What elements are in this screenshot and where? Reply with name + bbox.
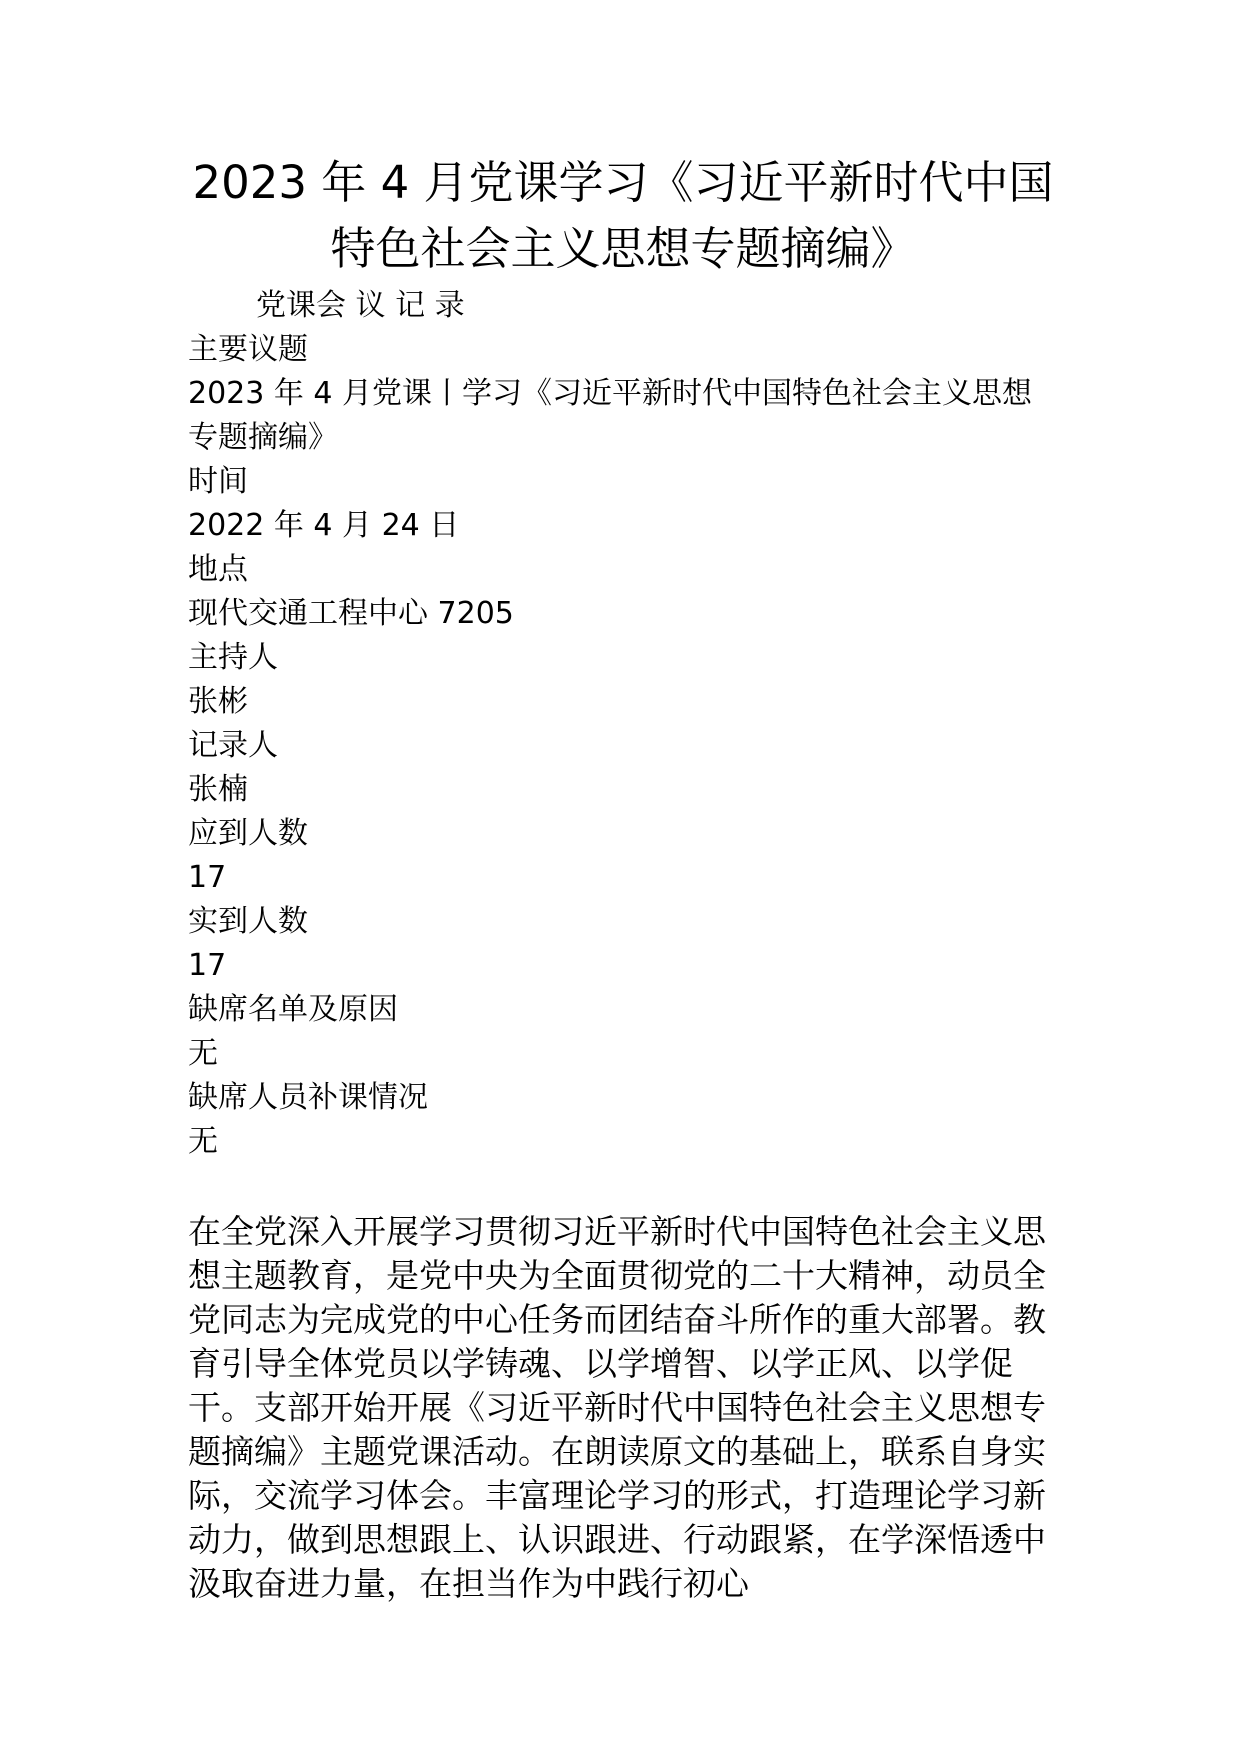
field-label-location: 地点	[188, 552, 248, 587]
document-subtitle: 党课会 议 记 录	[256, 288, 465, 323]
field-value-makeup-lessons: 无	[188, 1124, 218, 1159]
field-value-expected-attendance: 17	[188, 860, 227, 895]
field-label-actual-attendance: 实到人数	[188, 904, 308, 939]
meeting-fields	[188, 328, 1058, 1164]
field-value-recorder: 张楠	[188, 772, 248, 807]
field-label-makeup-lessons: 缺席人员补课情况	[188, 1080, 428, 1115]
field-label-recorder: 记录人	[188, 728, 278, 763]
field-value-absentees: 无	[188, 1036, 218, 1071]
field-value-actual-attendance: 17	[188, 948, 227, 983]
field-value-location: 现代交通工程中心 7205	[188, 596, 514, 631]
field-label-expected-attendance: 应到人数	[188, 816, 308, 851]
field-label-topic: 主要议题	[188, 332, 308, 367]
field-value-topic: 2023 年 4 月党课丨学习《习近平新时代中国特色社会主义思想专题摘编》	[188, 376, 1033, 455]
field-label-absentees: 缺席名单及原因	[188, 992, 398, 1027]
body-paragraph: 在全党深入开展学习贯彻习近平新时代中国特色社会主义思想主题教育，是党中央为全面贯彻党的二十大精神，动员全党同志为完成党的中心任务而团结奋斗所作的重大部署。教育引导全体党员以学铸魂、以学增智、以学正风、以学促干。支部开始开展《习近平新时代中国特色社会主义思想专题摘编》主题党课活动。在朗读原文的基础上，联系自身实际，交流学习体会。丰富理论学习的形式，打造理论学习新动力，做到思想跟上、认识跟进、行动跟紧，在学深悟透中汲取奋进力量，在担当作为中践行初心	[188, 1212, 1046, 1603]
field-value-host: 张彬	[188, 684, 248, 719]
field-value-time: 2022 年 4 月 24 日	[188, 508, 460, 543]
field-label-time: 时间	[188, 464, 248, 499]
document-page	[188, 150, 1058, 1606]
document-title: 2023 年 4 月党课学习《习近平新时代中国特色社会主义思想专题摘编》	[192, 156, 1054, 275]
field-label-host: 主持人	[188, 640, 278, 675]
